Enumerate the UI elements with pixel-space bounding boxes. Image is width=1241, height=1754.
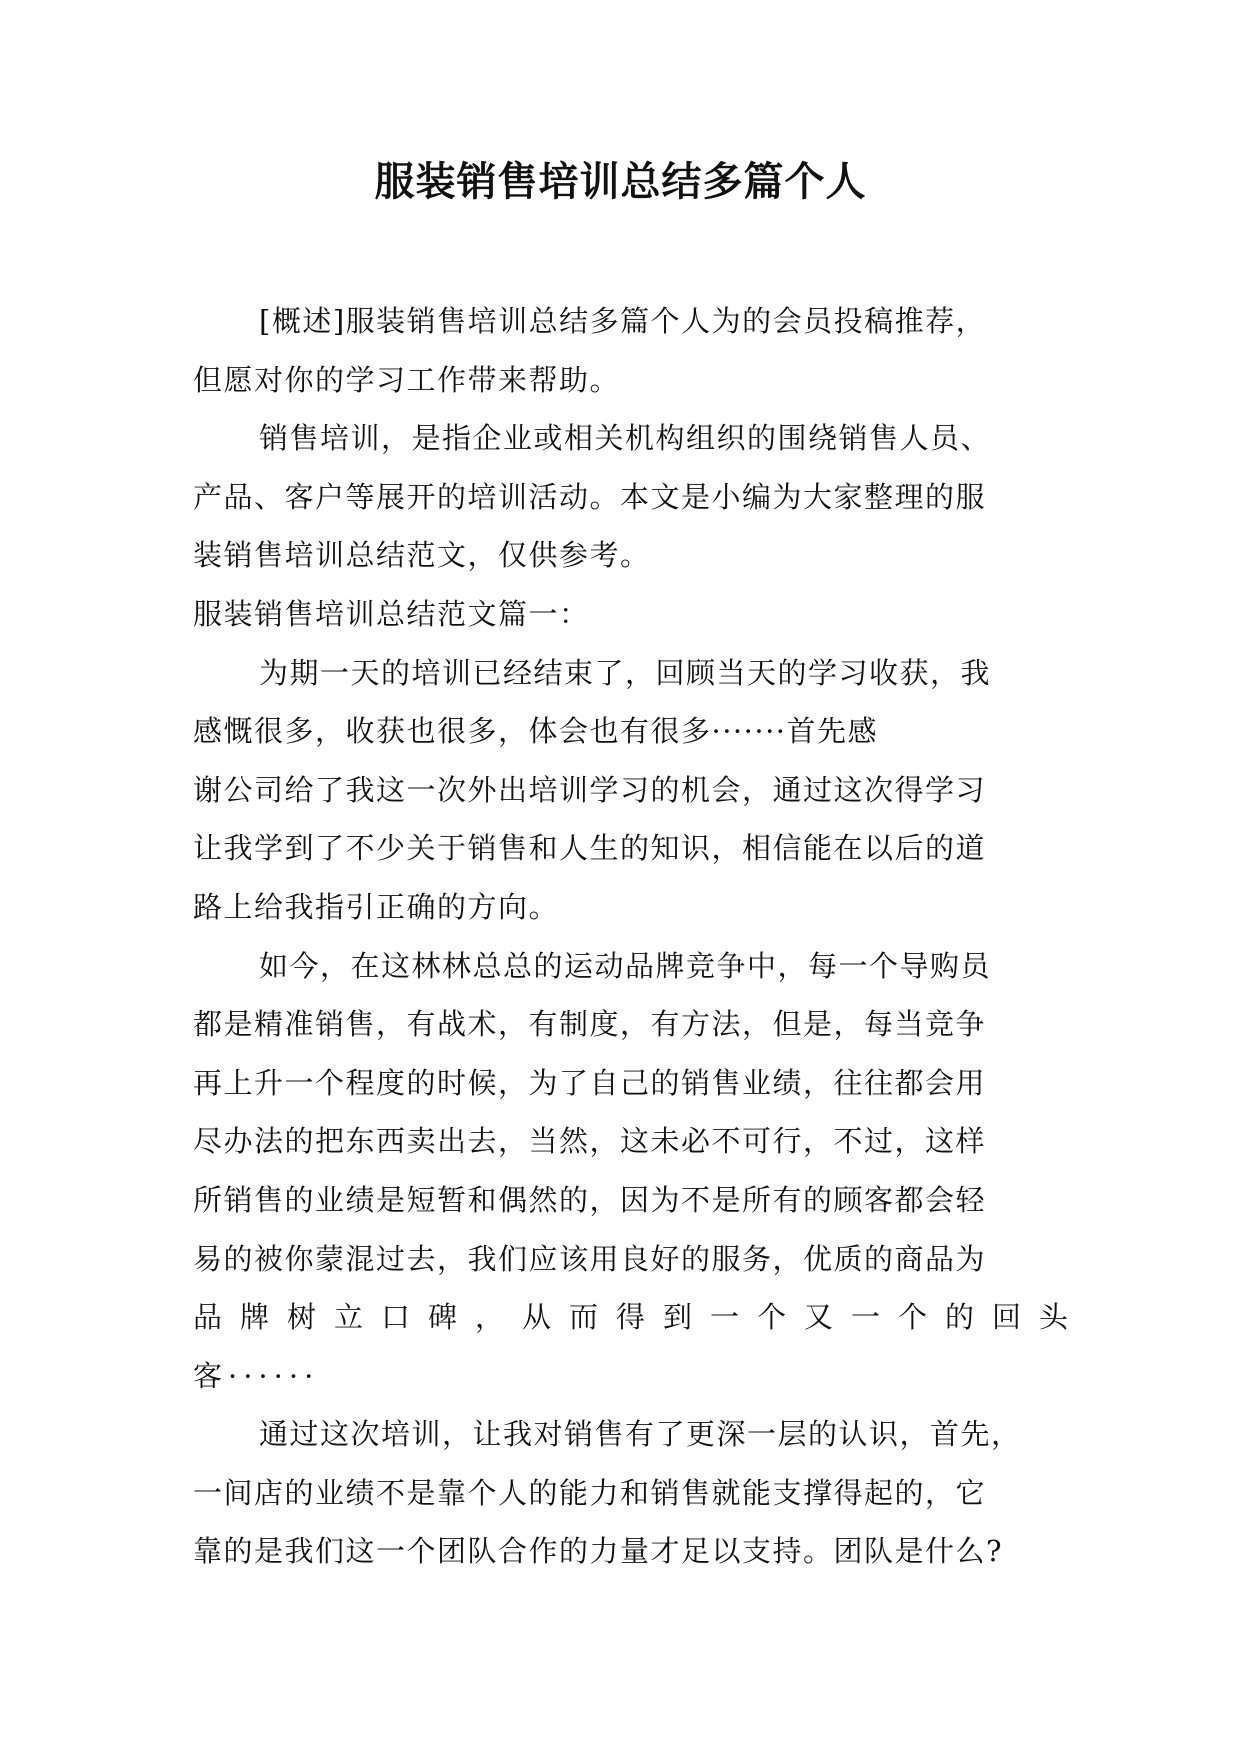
- document-body: [193, 292, 1087, 1581]
- section-heading: 服装销售培训总结范文篇一：: [193, 596, 590, 631]
- paragraph-line: 感慨很多，收获也很多，体会也有很多·······首先感: [193, 714, 879, 749]
- paragraph-line: 再上升一个程度的时候，为了自己的销售业绩，往往都会用: [193, 1065, 987, 1100]
- document-title: 服装销售培训总结多篇个人: [374, 159, 867, 205]
- paragraph-line: 装销售培训总结范文，仅供参考。: [193, 538, 651, 573]
- paragraph-line: 易的被你蒙混过去，我们应该用良好的服务，优质的商品为: [193, 1241, 987, 1276]
- paragraph-line: 为期一天的培训已经结束了，回顾当天的学习收获，我: [259, 655, 992, 690]
- paragraph-line: 通过这次培训，让我对销售有了更深一层的认识，首先，: [259, 1417, 1022, 1452]
- paragraph-line: 品牌树立口碑，从而得到一个又一个的回头: [193, 1300, 1087, 1335]
- paragraph-line: 产品、客户等展开的培训活动。本文是小编为大家整理的服: [193, 479, 987, 514]
- paragraph-line: 路上给我指引正确的方向。: [193, 889, 560, 924]
- paragraph-line: 让我学到了不少关于销售和人生的知识，相信能在以后的道: [193, 831, 987, 866]
- paragraph-line: 销售培训，是指企业或相关机构组织的围绕销售人员、: [259, 421, 992, 456]
- paragraph-line: 靠的是我们这一个团队合作的力量才足以支持。团队是什么?: [193, 1534, 1004, 1569]
- paragraph-line: [概述]服装销售培训总结多篇个人为的会员投稿推荐，: [259, 304, 987, 338]
- paragraph-line: 但愿对你的学习工作带来帮助。: [193, 362, 621, 397]
- paragraph-line: 一间店的业绩不是靠个人的能力和销售就能支撑得起的，它: [193, 1475, 987, 1510]
- paragraph-line: 如今，在这林林总总的运动品牌竞争中，每一个导购员: [259, 948, 992, 983]
- paragraph-line: 尽办法的把东西卖出去，当然，这未必不可行，不过，这样: [193, 1124, 987, 1159]
- paragraph-line: 都是精准销售，有战术，有制度，有方法，但是，每当竞争: [193, 1007, 987, 1042]
- paragraph-line: 所销售的业绩是短暂和偶然的，因为不是所有的顾客都会轻: [193, 1182, 987, 1217]
- paragraph-line: 客······: [193, 1358, 320, 1393]
- paragraph-line: 谢公司给了我这一次外出培训学习的机会，通过这次得学习: [193, 772, 987, 807]
